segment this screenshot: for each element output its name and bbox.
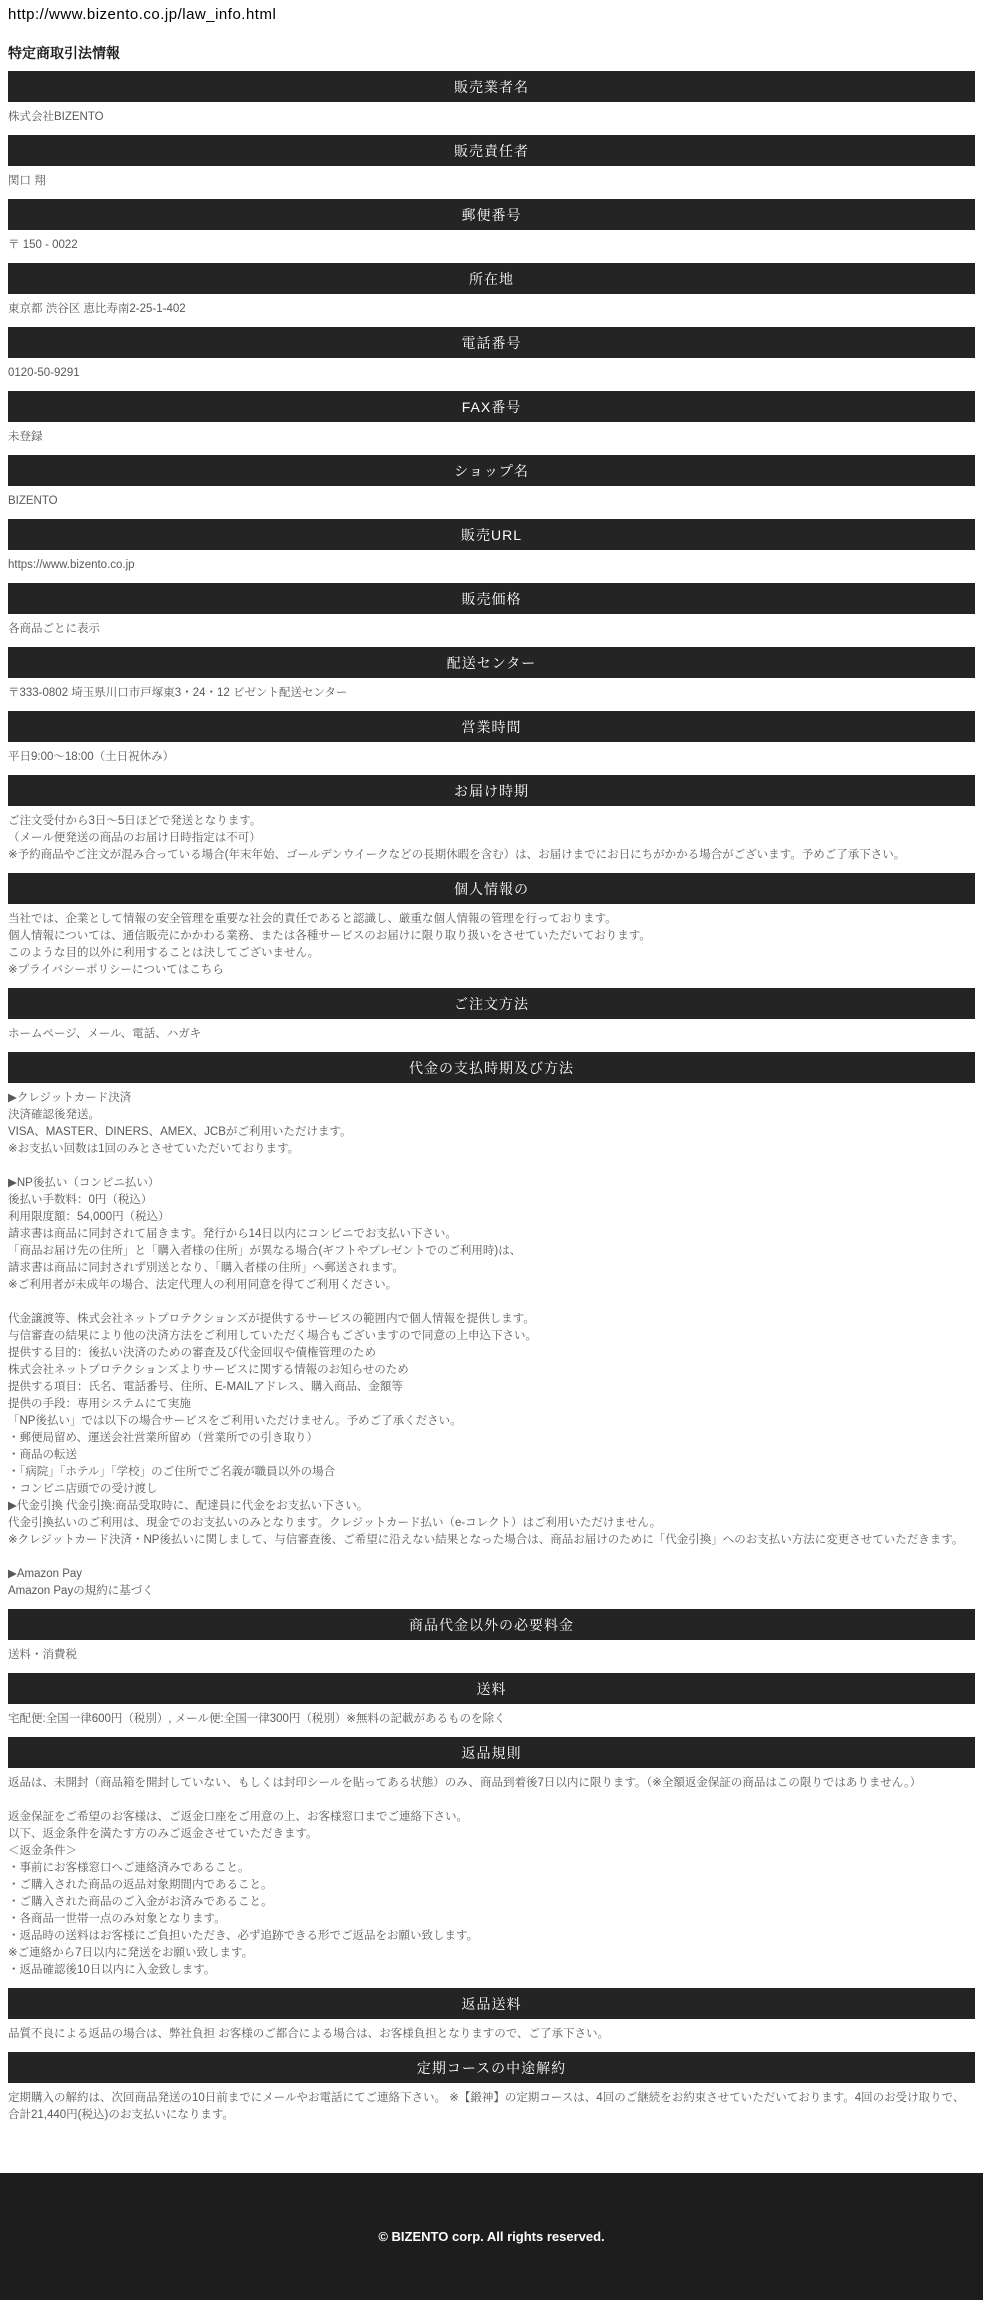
section-header-bar — [8, 71, 975, 102]
section-body — [0, 2019, 983, 2052]
section-text-line: ※ご利用者が未成年の場合、法定代理人の利用同意を得てご利用ください。 — [8, 1279, 398, 1291]
section-text-line: ▶代金引換 代金引換:商品受取時に、配達員に代金をお支払い下さい。 — [8, 1500, 369, 1512]
section-text-line: ご注文受付から3日～5日ほどで発送となります。 — [8, 815, 262, 827]
section-text-line: 代金譲渡等、株式会社ネットプロテクションズが提供するサービスの範囲内で個人情報を提供します。 — [8, 1313, 535, 1325]
section-text-line: ＜返金条件＞ — [8, 1845, 77, 1857]
copyright-text: © BIZENTO corp. All rights reserved. — [378, 2229, 605, 2244]
section-text-line: 与信審査の結果により他の決済方法をご利用していただく場合もございますので同意の上申込下さい。 — [8, 1330, 537, 1342]
section-header-label: 販売価格 — [461, 590, 522, 607]
section-header-label: お届け時期 — [454, 782, 529, 799]
section-text-line: 以下、返金条件を満たす方のみご返金させていただきます。 — [8, 1828, 318, 1840]
section-header-label: 電話番号 — [461, 334, 522, 351]
section-text-line: 定期購入の解約は、次回商品発送の10日前までにメールやお電話にてご連絡下さい。 ※【鍛神】の定期コースは、4回のご継続をお約束させていただいております。4回のお受け取りで、合計21,440円(税込)のお支払いになります。 — [8, 2092, 965, 2121]
section-body — [0, 742, 983, 775]
section-body — [0, 166, 983, 199]
section-header-bar — [8, 263, 975, 294]
section-header-label: 販売業者名 — [454, 78, 529, 95]
section-text-line: ▶NP後払い（コンビニ払い） — [8, 1177, 160, 1189]
section-header-label: 所在地 — [469, 270, 514, 287]
section-header-bar — [8, 1052, 975, 1083]
section-text-line: ・商品の転送 — [8, 1449, 77, 1461]
section-text-line: 請求書は商品に同封されず別送となり、「購入者様の住所」へ郵送されます。 — [8, 1262, 404, 1274]
section-body — [0, 358, 983, 391]
section-text-line: 未登録 — [8, 431, 43, 443]
section-text-line: ・郵便局留め、運送会社営業所留め（営業所での引き取り） — [8, 1432, 319, 1444]
section-text-line: ホームページ、メール、電話、ハガキ — [8, 1028, 202, 1040]
section-text-line: ▶Amazon Pay — [8, 1568, 83, 1580]
section-text-line: Amazon Payの規約に基づく — [8, 1585, 154, 1597]
section-text-line: ・返品確認後10日以内に入金致します。 — [8, 1964, 216, 1976]
section-body — [0, 904, 983, 988]
section-header-label: 代金の支払時期及び方法 — [409, 1059, 574, 1076]
section-text-line: ▶クレジットカード決済 — [8, 1092, 132, 1104]
page-title: 特定商取引法情報 — [8, 45, 120, 61]
section-text-line: BIZENTO — [8, 495, 58, 507]
section-text-line: ※予約商品やご注文が混み合っている場合(年末年始、ゴールデンウイークなどの長期休暇を含む）は、お届けまでにお日にちがかかる場合がございます。予めご了承下さい。 — [8, 849, 906, 861]
section-header-bar — [8, 327, 975, 358]
section-body — [0, 230, 983, 263]
section-text-line: 提供する項目：氏名、電話番号、住所、E-MAILアドレス、購入商品、金額等 — [8, 1381, 403, 1393]
section-header-label: 配送センター — [446, 654, 537, 671]
section-body — [0, 422, 983, 455]
section-body — [0, 550, 983, 583]
section-text-line: https://www.bizento.co.jp — [8, 559, 135, 571]
section-header-bar — [8, 199, 975, 230]
section-header-label: 販売責任者 — [454, 142, 529, 159]
section-header-bar — [8, 519, 975, 550]
section-body — [0, 102, 983, 135]
section-text-line: 株式会社BIZENTO — [8, 111, 104, 123]
privacy-policy-link[interactable]: ※プライバシーポリシーについてはこちら — [8, 964, 224, 976]
section-text-line — [8, 1158, 975, 1175]
section-header-label: ショップ名 — [454, 462, 529, 479]
section-header-bar — [8, 873, 975, 904]
section-text-line: ・各商品一世帯一点のみ対象となります。 — [8, 1913, 226, 1925]
page-footer — [0, 2173, 983, 2300]
section-body — [0, 1704, 983, 1737]
section-text-line: 返金保証をご希望のお客様は、ご返金口座をご用意の上、お客様窓口までご連絡下さい。 — [8, 1811, 468, 1823]
section-text-line: 代金引換払いのご利用は、現金でのお支払いのみとなります。クレジットカード払い（e-コレクト）はご利用いただけません。 — [8, 1517, 662, 1529]
section-text-line: 利用限度額：54,000円（税込） — [8, 1211, 170, 1223]
section-header-label: 個人情報の — [454, 880, 529, 897]
section-header-bar — [8, 1673, 975, 1704]
section-text-line: ・ご購入された商品のご入金がお済みであること。 — [8, 1896, 273, 1908]
section-header-label: 販売URL — [460, 526, 522, 543]
section-text-line — [8, 1792, 975, 1809]
section-header-bar — [8, 2052, 975, 2083]
section-header-bar — [8, 711, 975, 742]
section-header-label: 商品代金以外の必要料金 — [409, 1616, 574, 1633]
section-header-label: ご注文方法 — [454, 995, 529, 1012]
section-text-line: 当社では、企業として情報の安全管理を重要な社会的責任であると認識し、厳重な個人情報の管理を行っております。 — [8, 913, 617, 925]
section-text-line: 後払い手数料：0円（税込） — [8, 1194, 153, 1206]
section-text-line: 「商品お届け先の住所」と「購入者様の住所」が異なる場合(ギフトやプレゼントでのご利用時)は、 — [8, 1245, 522, 1257]
section-header-label: 返品規則 — [461, 1744, 522, 1761]
section-text-line: 決済確認後発送。 — [8, 1109, 100, 1121]
section-text-line: ・コンビニ店頭での受け渡し — [8, 1483, 158, 1495]
section-text-line — [8, 1549, 975, 1566]
section-text-line: 0120-50-9291 — [8, 367, 80, 379]
section-body — [0, 614, 983, 647]
section-text-line: 個人情報については、通信販売にかかわる業務、または各種サービスのお届けに限り取り扱いをさせていただいております。 — [8, 930, 651, 942]
section-text-line: ・事前にお客様窓口へご連絡済みであること。 — [8, 1862, 250, 1874]
section-body — [0, 678, 983, 711]
section-text-line: ・「病院」「ホテル」「学校」のご住所でご名義が職員以外の場合 — [8, 1466, 336, 1478]
section-text-line: 株式会社ネットプロテクションズよりサービスに関する情報のお知らせのため — [8, 1364, 409, 1376]
section-header-bar — [8, 988, 975, 1019]
section-text-line: ・返品時の送料はお客様にご負担いただき、必ず追跡できる形でご返品をお願い致します。 — [8, 1930, 479, 1942]
section-text-line: ・ご購入された商品の返品対象期間内であること。 — [8, 1879, 273, 1891]
section-header-label: 定期コースの中途解約 — [416, 2059, 567, 2076]
section-text-line: 品質不良による返品の場合は、弊社負担 お客様のご都合による場合は、お客様負担となりますので、ご了承下さい。 — [8, 2028, 609, 2040]
section-text-line: このような目的以外に利用することは決してございません。 — [8, 947, 320, 959]
section-text-line: 宅配便:全国一律600円（税別）, メール便:全国一律300円（税別）※無料の記載があるものを除く — [8, 1713, 506, 1725]
section-text-line: 〒 150 - 0022 — [8, 239, 78, 251]
section-text-line: （メール便発送の商品のお届け日時指定は不可） — [8, 832, 261, 844]
section-header-label: 郵便番号 — [461, 206, 522, 223]
section-header-bar — [8, 135, 975, 166]
section-text-line: 請求書は商品に同封されて届きます。発行から14日以内にコンビニでお支払い下さい。 — [8, 1228, 457, 1240]
section-text-line: 東京都 渋谷区 恵比寿南2-25-1-402 — [8, 303, 186, 315]
section-header-label: FAX番号 — [461, 398, 522, 415]
section-text-line: 平日9:00～18:00（土日祝休み） — [8, 751, 175, 763]
section-text-line: 関口 翔 — [8, 175, 46, 187]
section-text-line — [8, 1294, 975, 1311]
section-header-bar — [8, 1988, 975, 2019]
section-body — [0, 486, 983, 519]
section-text-line: ※クレジットカード決済・NP後払いに関しまして、与信審査後、ご希望に沿えない結果となった場合は、商品お届けのために「代金引換」へのお支払い方法に変更させていただきます。 — [8, 1534, 964, 1546]
section-body — [0, 806, 983, 873]
section-header-bar — [8, 775, 975, 806]
section-body — [0, 1019, 983, 1052]
section-text-line: 送料・消費税 — [8, 1649, 77, 1661]
section-header-bar — [8, 583, 975, 614]
section-header-label: 返品送料 — [461, 1995, 522, 2012]
section-text-line: VISA、MASTER、DINERS、AMEX、JCBがご利用いただけます。 — [8, 1126, 352, 1138]
section-text-line: ※ご連絡から7日以内に発送をお願い致します。 — [8, 1947, 254, 1959]
section-text-line: ※お支払い回数は1回のみとさせていただいております。 — [8, 1143, 300, 1155]
section-header-bar — [8, 455, 975, 486]
section-body — [0, 1083, 983, 1609]
section-text-line: 〒333-0802 埼玉県川口市戸塚東3・24・12 ビゼント配送センター — [8, 687, 348, 699]
section-text-line: 提供する目的：後払い決済のための審査及び代金回収や債権管理のため — [8, 1347, 376, 1359]
section-body — [0, 1768, 983, 1988]
page-url: http://www.bizento.co.jp/law_info.html — [8, 6, 277, 23]
section-header-bar — [8, 391, 975, 422]
section-text-line: 返品は、未開封（商品箱を開封していない、もしくは封印シールを貼ってある状態）のみ、商品到着後7日以内に限ります。（※全額返金保証の商品はこの限りではありません。） — [8, 1777, 922, 1789]
section-header-bar — [8, 1737, 975, 1768]
section-body — [0, 294, 983, 327]
section-body — [0, 1640, 983, 1673]
section-header-label: 送料 — [476, 1680, 507, 1697]
section-text-line: 「NP後払い」では以下の場合サービスをご利用いただけません。予めご了承ください。 — [8, 1415, 462, 1427]
law-info-sections — [0, 71, 983, 2133]
section-text-line: 各商品ごとに表示 — [8, 623, 100, 635]
section-header-label: 営業時間 — [461, 718, 522, 735]
section-header-bar — [8, 1609, 975, 1640]
section-text-line: 提供の手段：専用システムにて実施 — [8, 1398, 191, 1410]
section-body — [0, 2083, 983, 2133]
section-header-bar — [8, 647, 975, 678]
